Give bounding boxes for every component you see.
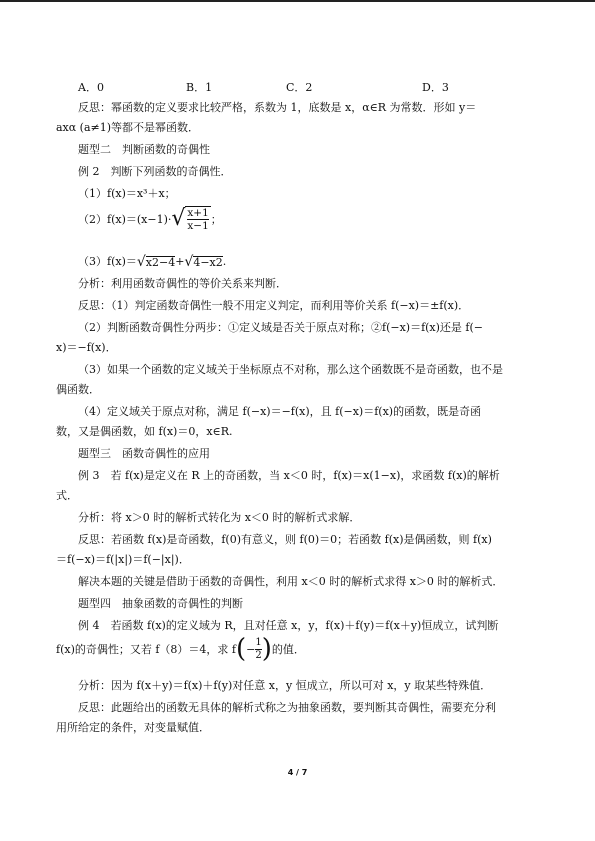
denominator: x−1 xyxy=(187,220,209,232)
example-4-cont-suffix: 的值． xyxy=(271,642,305,656)
analysis-4: 分析：因为 f(x＋y)＝f(x)＋f(y)对任意 x，y 恒成立，所以可对 x，y 取某些特殊值． xyxy=(78,679,492,692)
part-2-suffix: ； xyxy=(210,212,222,226)
part-2-prefix: （2）f(x)＝(x−1)· xyxy=(78,212,172,226)
option-c: C．2 xyxy=(286,81,313,94)
left-paren: ( xyxy=(236,634,247,664)
reflection-2-2-cont: x)＝−f(x)． xyxy=(56,341,117,354)
reflection-1: 反思：幂函数的定义要求比较严格，系数为 1，底数是 x，α∈R 为常数．形如 y＝ xyxy=(78,101,477,114)
example-2-part-2 xyxy=(78,206,564,232)
section-title-3: 题型三 函数奇偶性的应用 xyxy=(78,447,210,460)
option-d: D．3 xyxy=(422,81,449,94)
reflection-1-cont: axα (a≠1)等都不是幂函数． xyxy=(56,121,200,134)
reflection-4: 反思：此题给出的函数无具体的解析式称之为抽象函数，要判断其奇偶性，需要充分利 xyxy=(78,701,496,714)
reflection-2-3: （3）如果一个函数的定义域关于坐标原点不对称，那么这个函数既不是奇函数，也不是 xyxy=(78,363,503,376)
reflection-2-2: （2）判断函数奇偶性分两步：①定义域是否关于原点对称；②f(−x)＝f(x)还是 f(− xyxy=(78,321,484,334)
option-a: A．0 xyxy=(78,81,104,94)
example-3-cont: 式． xyxy=(56,489,78,502)
reflection-2-4: （4）定义域关于原点对称，满足 f(−x)＝−f(x)，且 f(−x)＝f(x)的函数，既是奇函 xyxy=(78,405,482,418)
sqrt-fraction xyxy=(171,206,210,232)
analysis-2: 分析：利用函数奇偶性的等价关系来判断． xyxy=(78,277,287,290)
numerator: x+1 xyxy=(187,207,209,219)
example-2-part-1: （1）f(x)＝x³＋x； xyxy=(78,187,176,200)
reflection-3: 反思：若函数 f(x)是奇函数，f(0)有意义，则 f(0)＝0；若函数 f(x)是偶函数，则 f(x) xyxy=(78,533,492,546)
numerator: 1 xyxy=(255,636,262,648)
part-3-suffix: . xyxy=(222,255,227,268)
plus-sign: + xyxy=(175,255,185,268)
reflection-3-cont: ＝f(−x)＝f(|x|)＝f(−|x|)． xyxy=(56,553,190,566)
option-b: B．1 xyxy=(186,81,213,94)
reflection-2-1: 反思：（1）判定函数奇偶性一般不用定义判定，而利用等价关系 f(−x)＝±f(x)． xyxy=(78,299,470,312)
sqrt-term-1: √ x2−4 xyxy=(136,254,176,270)
right-paren: ) xyxy=(261,634,272,664)
part-3-prefix: （3）f(x)＝ xyxy=(78,255,137,268)
radical-sign: √ xyxy=(171,206,186,231)
reflection-2-4-cont: 数，又是偶函数，如 f(x)＝0，x∈R. xyxy=(56,425,233,438)
negative-half-argument xyxy=(236,636,272,662)
example-4: 例 4 若函数 f(x)的定义域为 R，且对任意 x，y，f(x)＋f(y)＝f(x＋y)恒成立，试判断 xyxy=(78,619,499,632)
analysis-3: 分析：将 x＞0 时的解析式转化为 x＜0 时的解析式求解． xyxy=(78,511,361,524)
reflection-2-3-cont: 偶函数． xyxy=(56,383,100,396)
key-point-3: 解决本题的关键是借助于函数的奇偶性，利用 x＜0 时的解析式求得 x＞0 时的解析式． xyxy=(78,575,504,588)
page-number: 4 / 7 xyxy=(287,768,308,777)
reflection-4-cont: 用所给定的条件，对变量赋值． xyxy=(56,721,210,734)
example-2: 例 2 判断下列函数的奇偶性． xyxy=(78,165,232,178)
minus-sign: − xyxy=(246,642,256,656)
fraction xyxy=(185,206,210,232)
denominator: 2 xyxy=(255,649,262,661)
section-title-2: 题型二 判断函数的奇偶性 xyxy=(78,143,210,156)
example-4-cont-prefix: f(x)的奇偶性；又若 f（8）＝4，求 f xyxy=(56,642,236,656)
sqrt-term-2: √ 4−x2 xyxy=(184,254,223,270)
top-border xyxy=(0,0,595,2)
section-title-4: 题型四 抽象函数的奇偶性的判断 xyxy=(78,597,243,610)
example-2-part-3 xyxy=(78,254,564,269)
example-4-cont xyxy=(56,636,542,662)
example-3: 例 3 若 f(x)是定义在 R 上的奇函数，当 x＜0 时，f(x)＝x(1−x)，求函数 f(x)的解析 xyxy=(78,469,500,482)
